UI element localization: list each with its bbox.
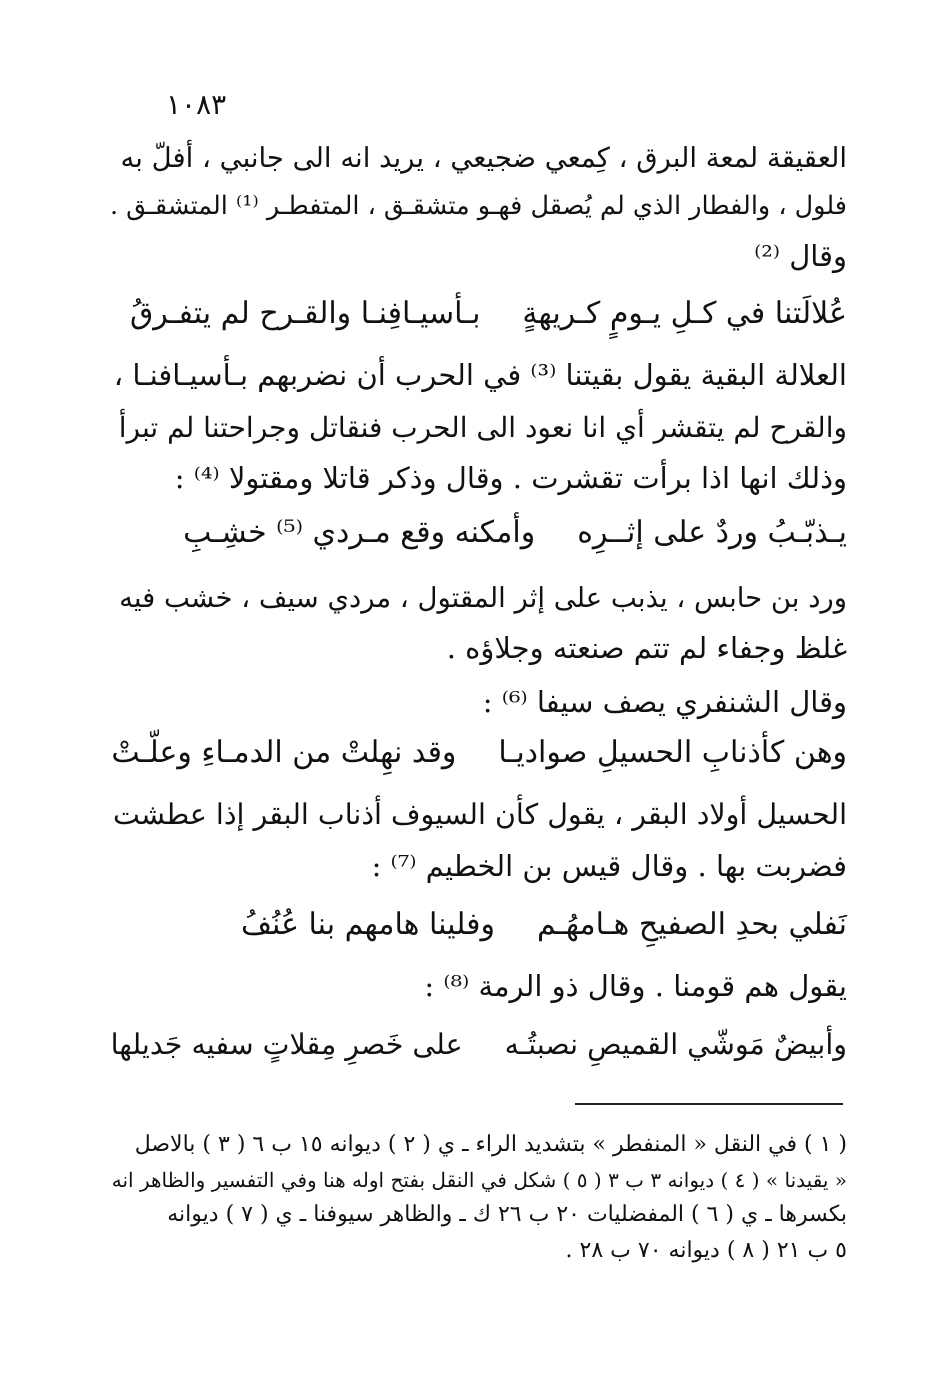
footnote-line-4: ٥ ب ٢١ ( ٨ ) ديوانه ٧٠ ب ٢٨ . xyxy=(565,1238,847,1263)
text-line-7: ورد بن حابس ، يذبب على إثر المقتول ، مردي سيف ، خشب فيه xyxy=(119,582,847,614)
text-line-9: وقال الشنفري يصف سيفا ⁽⁶⁾ : xyxy=(482,685,847,719)
text-line-1: العقيقة لمعة البرق ، كِمعي ضجيعي ، يريد انه الى جانبي ، أفلّ به xyxy=(120,142,847,174)
text-line-5: والقرح لم يتقشر أي انا نعود الى الحرب فنقاتل وجراحتنا لم تبرأ xyxy=(118,411,847,444)
verse-5-second-hemistich: على خَصرِ مِقلاتٍ سفيه جَديلها xyxy=(110,1028,463,1061)
text-line-2: فلول ، والفطار الذي لم يُصقل فهـو متشقـق ، المتفطـر ⁽¹⁾ المتشقـق . xyxy=(109,191,847,221)
verse-2-second-hemistich: وأمكنه وقع مـردي ⁽⁵⁾ خشِـبِ xyxy=(183,515,536,550)
verse-2-first-hemistich: يـذبّـبُ وردٌ على إثــرِه xyxy=(577,515,847,550)
text-line-11: فضربت بها . وقال قيس بن الخطيم ⁽⁷⁾ : xyxy=(371,849,847,883)
verse-3-first-hemistich: وهن كأذنابِ الحسيلِ صواديـا xyxy=(498,735,847,770)
text-line-10: الحسيل أولاد البقر ، يقول كأن السيوف أذناب البقر إذا عطشت xyxy=(113,798,847,831)
verse-1 xyxy=(130,293,847,335)
verse-3-second-hemistich: وقد نهِلتْ من الدمـاءِ وعلّـتْ xyxy=(111,735,457,770)
text-line-8: غلظ وجفاء لم تتم صنعته وجلاؤه . xyxy=(446,631,847,665)
text-line-6: وذلك انها اذا برأت تقشرت . وقال وذكر قاتلا ومقتولا ⁽⁴⁾ : xyxy=(174,461,847,495)
footnote-line-2: « يقيدنا » ( ٤ ) ديوانه ٣ ب ٣ ( ٥ ) شكل في النقل بفتح اوله هنا وفي التفسير والظاهر انه xyxy=(111,1168,847,1192)
text-line-4: العلالة البقية يقول بقيتنا ⁽³⁾ في الحرب أن نضربهم بـأسيـافنـا ، xyxy=(113,358,847,392)
verse-5 xyxy=(111,1024,847,1066)
footnote-line-3: بكسرها ـ ي ( ٦ ) المفضليات ٢٠ ب ٢٦ ك ـ والظاهر سيوفنا ـ ي ( ٧ ) ديوانه xyxy=(167,1202,847,1227)
verse-2 xyxy=(183,512,847,554)
text-line-3: وقال ⁽²⁾ xyxy=(754,239,847,273)
verse-1-first-hemistich: عُلالَتنا في كـلِ يـومٍ كـريهةٍ xyxy=(522,296,847,331)
verse-1-second-hemistich: بـأسيـافِنـا والقـرح لم يتفـرقُ xyxy=(129,296,481,331)
footnote-line-1: ( ١ ) في النقل « المنفطر » بتشديد الراء ـ ي ( ٢ ) ديوانه ١٥ ب ٦ ( ٣ ) بالاصل xyxy=(134,1132,847,1157)
footnote-separator xyxy=(575,1103,843,1105)
verse-4 xyxy=(241,904,847,946)
verse-4-first-hemistich: نَفلي بحدِ الصفيحِ هـامهُـم xyxy=(536,907,847,942)
verse-5-first-hemistich: وأبيضٌ مَوشّي القميصِ نصبتُـه xyxy=(504,1028,847,1061)
verse-4-second-hemistich: وفلينا هامهم بنا عُنُفُ xyxy=(240,907,495,942)
verse-3 xyxy=(111,732,847,774)
page-number: ١٠٨٣ xyxy=(166,88,227,121)
text-line-12: يقول هم قومنا . وقال ذو الرمة ⁽⁸⁾ : xyxy=(424,969,847,1003)
